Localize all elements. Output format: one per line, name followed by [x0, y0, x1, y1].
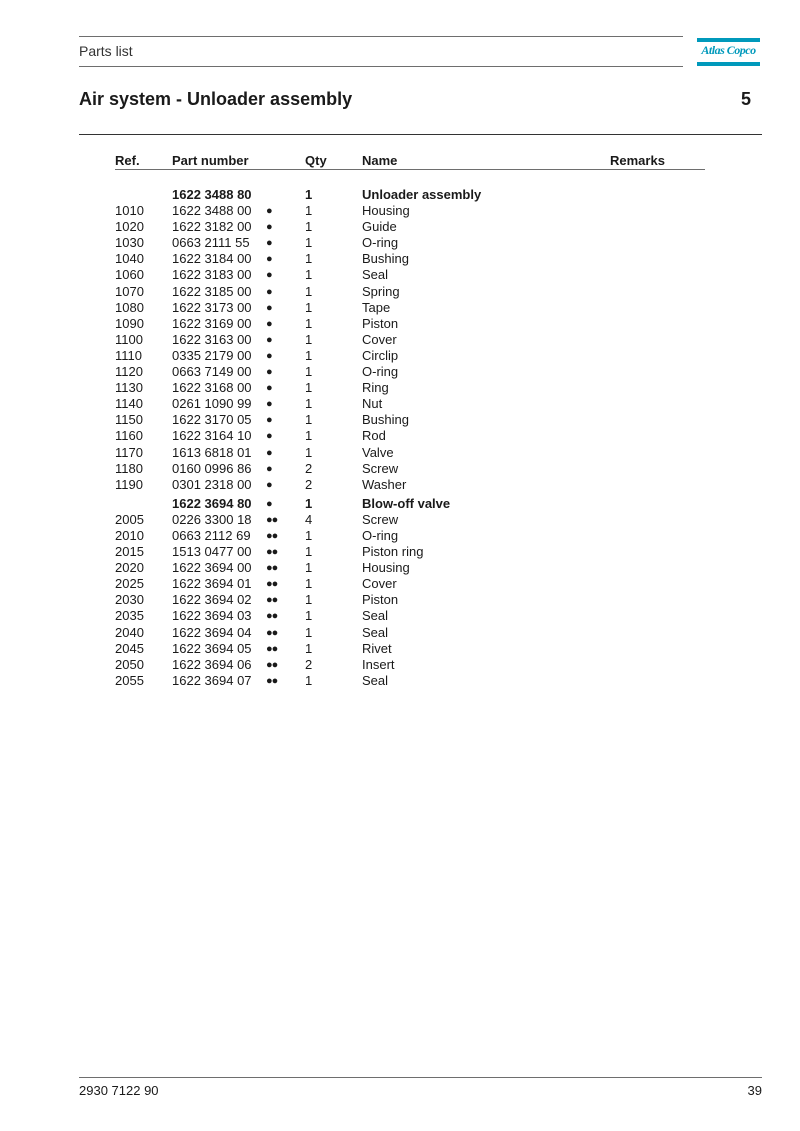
part-number-cell: 1622 3183 00 [172, 267, 252, 283]
qty-cell: 1 [305, 576, 313, 592]
level-dots: ● [266, 446, 272, 459]
name-cell: Piston [362, 592, 399, 608]
part-number-cell: 1622 3170 05 [172, 412, 252, 428]
part-number-cell: 1622 3694 06 [172, 656, 252, 672]
qty-cell: 1 [305, 251, 313, 267]
part-number-cell: 1622 3173 00 [172, 299, 252, 315]
ref-cell: 1120 [115, 364, 143, 380]
table-row [115, 461, 705, 477]
level-dots: ● [266, 301, 272, 314]
ref-cell: 1090 [115, 315, 144, 331]
logo-bar-top [697, 38, 760, 42]
col-part-header: Part number [172, 153, 249, 168]
ref-cell: 2015 [115, 544, 144, 560]
ref-cell: 1110 [115, 347, 142, 363]
name-cell: Rod [362, 428, 386, 444]
table-row [115, 496, 705, 512]
header-rule-bottom [79, 66, 683, 67]
level-dots: ●● [266, 642, 278, 655]
part-number-cell: 1622 3694 07 [172, 672, 252, 688]
ref-cell: 2005 [115, 511, 144, 527]
name-cell: Cover [362, 331, 397, 347]
level-dots: ●● [266, 626, 278, 639]
table-row [115, 316, 705, 332]
part-number-cell: 0663 7149 00 [172, 364, 252, 380]
ref-cell: 2025 [115, 576, 144, 592]
ref-cell: 1190 [115, 476, 143, 492]
level-dots: ● [266, 497, 272, 510]
name-cell: O-ring [362, 364, 399, 380]
name-cell: Insert [362, 656, 395, 672]
table-row [115, 251, 705, 267]
name-cell: Rivet [362, 640, 392, 656]
name-cell: Guide [362, 219, 397, 235]
table-row [115, 512, 705, 528]
col-name-header: Name [362, 153, 398, 168]
qty-cell: 1 [305, 283, 313, 299]
ref-cell: 1140 [115, 396, 143, 412]
ref-cell: 2020 [115, 560, 144, 576]
name-cell: O-ring [362, 235, 399, 251]
name-cell: Nut [362, 396, 383, 412]
level-dots: ● [266, 253, 272, 266]
table-row [115, 203, 705, 219]
level-dots: ●● [266, 529, 278, 542]
part-number-cell: 0301 2318 00 [172, 476, 252, 492]
col-remarks-header: Remarks [610, 153, 665, 168]
header-label: Parts list [79, 43, 133, 59]
name-cell: Seal [362, 267, 389, 283]
level-dots: ● [266, 269, 272, 282]
part-number-cell: 0226 3300 18 [172, 511, 252, 527]
table-row [115, 576, 705, 592]
table-row [115, 219, 705, 235]
name-cell: Seal [362, 624, 389, 640]
qty-cell: 1 [305, 560, 313, 576]
logo-bar-bottom [697, 62, 760, 66]
level-dots: ●● [266, 610, 278, 623]
ref-cell: 2030 [115, 592, 144, 608]
ref-cell: 1040 [115, 251, 144, 267]
qty-cell: 1 [305, 364, 313, 380]
ref-cell: 1160 [115, 428, 143, 444]
ref-cell: 1010 [115, 203, 144, 219]
name-cell: Unloader assembly [362, 187, 482, 202]
qty-cell: 1 [305, 347, 313, 363]
table-row [115, 348, 705, 364]
part-number-cell: 0335 2179 00 [172, 347, 252, 363]
part-number-cell: 1622 3694 01 [172, 576, 252, 592]
name-cell: Circlip [362, 347, 399, 363]
table-row [115, 625, 705, 641]
part-number-cell: 1622 3694 05 [172, 640, 252, 656]
ref-cell: 2045 [115, 640, 144, 656]
ref-cell: 2040 [115, 624, 144, 640]
qty-cell: 1 [305, 187, 313, 202]
name-cell: O-ring [362, 527, 399, 543]
ref-cell: 1020 [115, 219, 144, 235]
part-number-cell: 1622 3182 00 [172, 219, 252, 235]
qty-cell: 1 [305, 331, 313, 347]
qty-cell: 1 [305, 219, 313, 235]
table-row [115, 560, 705, 576]
qty-cell: 4 [305, 511, 313, 527]
name-cell: Spring [362, 283, 400, 299]
part-number-cell: 1622 3163 00 [172, 331, 252, 347]
table-header [115, 152, 705, 170]
part-number-cell: 1622 3185 00 [172, 283, 252, 299]
name-cell: Piston ring [362, 544, 424, 560]
name-cell: Screw [362, 511, 399, 527]
qty-cell: 1 [305, 624, 313, 640]
table-row [115, 544, 705, 560]
level-dots: ●● [266, 513, 278, 526]
qty-cell: 1 [305, 527, 313, 543]
name-cell: Seal [362, 672, 389, 688]
qty-cell: 1 [305, 544, 313, 560]
qty-cell: 1 [305, 380, 313, 396]
level-dots: ● [266, 237, 272, 250]
qty-cell: 1 [305, 444, 313, 460]
name-cell: Piston [362, 315, 399, 331]
ref-cell: 1170 [115, 444, 143, 460]
name-cell: Ring [362, 380, 389, 396]
name-cell: Blow-off valve [362, 495, 451, 511]
part-number-cell: 1622 3169 00 [172, 315, 252, 331]
part-number-cell: 1513 0477 00 [172, 544, 252, 560]
level-dots: ● [266, 382, 272, 395]
ref-cell: 1130 [115, 380, 143, 396]
page-title: Air system - Unloader assembly [79, 89, 353, 109]
table-row [115, 608, 705, 624]
table-row [115, 332, 705, 348]
level-dots: ● [266, 462, 272, 475]
ref-cell: 2050 [115, 656, 144, 672]
name-cell: Screw [362, 460, 399, 476]
ref-cell: 1180 [115, 460, 143, 476]
ref-cell: 1060 [115, 267, 144, 283]
ref-cell: 1100 [115, 331, 143, 347]
part-number-cell: 0261 1090 99 [172, 396, 252, 412]
table-row [115, 477, 705, 493]
qty-cell: 1 [305, 299, 313, 315]
level-dots: ●● [266, 674, 278, 687]
table-row [115, 641, 705, 657]
level-dots: ●● [266, 578, 278, 591]
title-rule [79, 134, 762, 135]
level-dots: ● [266, 414, 272, 427]
logo-text: Atlas Copco [701, 43, 756, 57]
level-dots: ● [266, 205, 272, 218]
part-number-cell: 1622 3488 80 [172, 187, 252, 202]
name-cell: Bushing [362, 412, 409, 428]
qty-cell: 1 [305, 396, 313, 412]
name-cell: Cover [362, 576, 397, 592]
parts-table-body [115, 187, 705, 689]
document-number: 2930 7122 90 [79, 1083, 159, 1098]
part-number-cell: 1622 3168 00 [172, 380, 252, 396]
section-number: 5 [740, 89, 751, 109]
level-dots: ●● [266, 658, 278, 671]
table-row [115, 300, 705, 316]
qty-cell: 1 [305, 640, 313, 656]
name-cell: Valve [362, 444, 394, 460]
level-dots: ● [266, 366, 272, 379]
qty-cell: 1 [305, 315, 313, 331]
footer-rule [79, 1077, 762, 1078]
ref-cell: 1030 [115, 235, 144, 251]
level-dots: ● [266, 221, 272, 234]
level-dots: ●● [266, 594, 278, 607]
qty-cell: 2 [305, 656, 313, 672]
table-row [115, 528, 705, 544]
part-number-cell: 1622 3488 00 [172, 203, 252, 219]
table-row [115, 592, 705, 608]
level-dots: ● [266, 478, 272, 491]
qty-cell: 2 [305, 460, 313, 476]
level-dots: ● [266, 398, 272, 411]
header-rule-top [79, 36, 683, 37]
part-number-cell: 1622 3164 10 [172, 428, 252, 444]
table-row [115, 396, 705, 412]
level-dots: ● [266, 285, 272, 298]
qty-cell: 1 [305, 495, 313, 511]
table-row [115, 284, 705, 300]
part-number-cell: 0663 2111 55 [172, 235, 250, 251]
part-number-cell: 1613 6818 01 [172, 444, 252, 460]
qty-cell: 2 [305, 476, 313, 492]
table-row [115, 657, 705, 673]
ref-cell: 1080 [115, 299, 144, 315]
atlas-copco-logo [697, 38, 760, 66]
name-cell: Housing [362, 203, 410, 219]
table-row [115, 364, 705, 380]
page-number: 39 [747, 1083, 762, 1098]
col-qty-header: Qty [305, 153, 327, 168]
table-row [115, 267, 705, 283]
level-dots: ●● [266, 562, 278, 575]
name-cell: Washer [362, 476, 407, 492]
table-row [115, 428, 705, 444]
part-number-cell: 1622 3694 02 [172, 592, 252, 608]
level-dots: ●● [266, 546, 278, 559]
col-ref-header: Ref. [115, 153, 140, 168]
qty-cell: 1 [305, 412, 313, 428]
name-cell: Housing [362, 560, 410, 576]
qty-cell: 1 [305, 428, 313, 444]
part-number-cell: 1622 3694 04 [172, 624, 252, 640]
table-row [115, 235, 705, 251]
table-row [115, 380, 705, 396]
part-number-cell: 0160 0996 86 [172, 460, 252, 476]
ref-cell: 1150 [115, 412, 143, 428]
name-cell: Seal [362, 608, 389, 624]
ref-cell: 1070 [115, 283, 144, 299]
table-row [115, 412, 705, 428]
name-cell: Tape [362, 299, 391, 315]
part-number-cell: 1622 3694 80 [172, 495, 252, 511]
table-row [115, 445, 705, 461]
qty-cell: 1 [305, 672, 313, 688]
ref-cell: 2035 [115, 608, 144, 624]
level-dots: ● [266, 317, 272, 330]
part-number-cell: 1622 3694 03 [172, 608, 252, 624]
qty-cell: 1 [305, 235, 313, 251]
part-number-cell: 1622 3184 00 [172, 251, 252, 267]
part-number-cell: 0663 2112 69 [172, 527, 251, 543]
ref-cell: 2055 [115, 672, 144, 688]
qty-cell: 1 [305, 203, 313, 219]
table-row [115, 673, 705, 689]
qty-cell: 1 [305, 608, 313, 624]
level-dots: ● [266, 333, 272, 346]
qty-cell: 1 [305, 267, 313, 283]
table-row [115, 187, 705, 203]
level-dots: ● [266, 349, 272, 362]
ref-cell: 2010 [115, 527, 144, 543]
part-number-cell: 1622 3694 00 [172, 560, 252, 576]
level-dots: ● [266, 430, 272, 443]
qty-cell: 1 [305, 592, 313, 608]
name-cell: Bushing [362, 251, 409, 267]
